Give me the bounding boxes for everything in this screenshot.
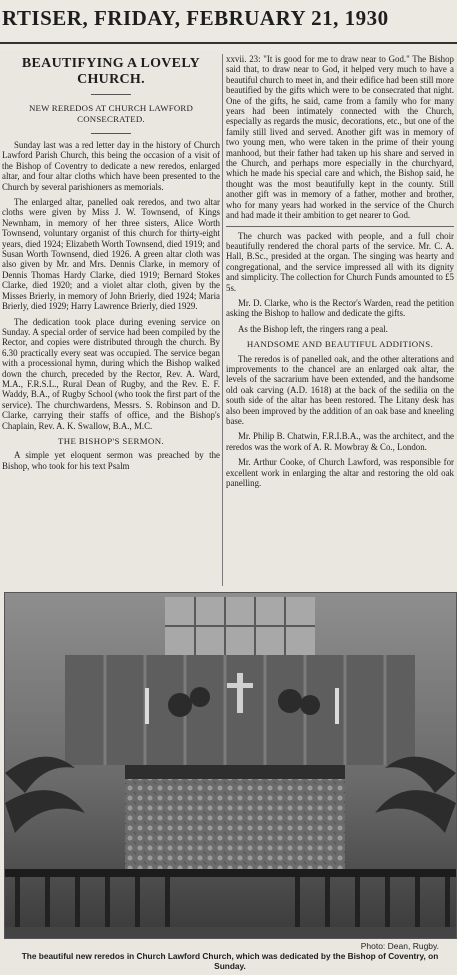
article-headline: BEAUTIFYING A LOVELY CHURCH.	[21, 56, 201, 87]
article-paragraph: The dedication took place during evening service on Sunday. A special order of service had been compiled by the Rector, and copies were distributed through the church. By 6.30 practically every seat was occupied. The service began with a processional hymn, during which the Bishop walked down the church, preceded by the Rector, Rev. A. Ward, M.A., F.R.S.L., Rural Dean of Rugby, and the Rev. E. F. Waddy, B.A., of Rugby School (who took the first part of the service). The churchwardens, Messrs. S. Robinson and D. Clarke, carrying their staffs of office, and the Bishop's Chaplain, Rev. A. K. Swallow, B.A., M.C.	[2, 316, 220, 431]
article-paragraph: xxvii. 23: "It is good for me to draw near to God." The Bishop said that, to draw near to God, it helped very much to have a beautiful church to meet in, and their edifice had been still more beautified by the gifts which were to be consecrated that night. One of the gifts, he said, came from a family who for many years had been intimately connected with the Church, especially as regards the music, decorations, etc., but one of the family still lived and served. Another gift was in memory of two young men, who were taken in the prime of their young manhood, but their father had taken up his share and served in the Church, and perhaps more especially in the churchyard, which he made his special care and which, the Bishop said, he thought was the most beautifully kept in the county. Still another gift was in memory of a father, mother and brother, who for many years had worked in the service of the Church and had made it their ambition to get nearer to God.	[226, 54, 454, 221]
article-paragraph: Mr. Arthur Cooke, of Church Lawford, was responsible for excellent work in enlarging the altar and restoring the old oak panelling.	[226, 457, 454, 489]
article-paragraph: The reredos is of panelled oak, and the other alterations and improvements to the chancel are an enlarged oak altar, the levels of the sacrarium have been extended, and the handsome old oak carving (A.D. 1618) at the back of the sedilia on the south side of the altar has been restored. The Litany desk has also been improved by the addition of an oak base and kneeling base.	[226, 353, 454, 426]
article-paragraph: Sunday last was a red letter day in the history of Church Lawford Parish Church, this being the occasion of a visit of the Bishop of Coventry to dedicate a new reredos, enlarged altar, and four altar cloths which have been presented to the Church by several parishioners as memorials.	[2, 140, 220, 192]
altar-frontal-cloth	[125, 779, 345, 869]
section-heading-sermon: THE BISHOP'S SERMON.	[57, 435, 165, 446]
newspaper-masthead	[0, 0, 457, 50]
masthead-rule	[0, 42, 457, 44]
article-paragraph: As the Bishop left, the ringers rang a peal.	[238, 323, 388, 334]
article-paragraph: Mr. D. Clarke, who is the Rector's Warden, read the petition asking the Bishop to hallow and dedicate the gifts.	[226, 297, 454, 319]
masthead-title: RTISER, FRIDAY, FEBRUARY 21, 1930	[2, 6, 389, 30]
paragraph-divider	[226, 226, 454, 227]
reredos-photograph	[4, 592, 457, 939]
column-divider	[222, 54, 223, 586]
photograph-illustration	[5, 593, 456, 938]
article-paragraph: The church was packed with people, and a full choir beautifully rendered the choral parts of the service. Mr. C. A. Hall, B.Sc., presided at the organ. The singing was hearty and congregational, and the service impressed all with its dignity and simplicity. The collection for Church Funds amounted to £5 5s.	[226, 230, 454, 293]
article-paragraph: A simple yet eloquent sermon was preached by the Bishop, who took for his text Psalm	[2, 450, 220, 471]
altar-rail	[5, 869, 456, 877]
headline-divider	[91, 94, 131, 95]
subheadline-divider	[91, 133, 131, 134]
section-heading-additions: HANDSOME AND BEAUTIFUL ADDITIONS.	[246, 339, 434, 350]
article-left-column	[2, 54, 220, 586]
article-right-column	[226, 54, 454, 586]
altar-top	[125, 765, 345, 779]
article-subheadline: NEW REREDOS AT CHURCH LAWFORD CONSECRATED.	[28, 103, 194, 124]
photo-credit: Photo: Dean, Rugby.	[360, 941, 439, 951]
altar-cross	[237, 673, 243, 713]
article-paragraph: Mr. Philip B. Chatwin, F.R.I.B.A., was the architect, and the reredos was the work of A. R. Mowbray & Co., London.	[226, 431, 454, 452]
article-paragraph: The enlarged altar, panelled oak reredos, and two altar cloths were given by Miss J. W. Townsend, of Kings Newnham, in memory of her three sisters, Alice Worth Townsend, voluntary organist of this church for thirty-eight years, died 1924; Elizabeth Worth Townsend, died 1919; and Susan Worth Townsend, died 1926. A green altar cloth was also given by Mr. and Mrs. Dennis Clarke, in memory of Dennis Thomas Hardy Clarke, died 1919; Bernard Stokes Clarke, died 1920; and a violet altar cloth, given by the Misses Brierly, in memory of John Brierly, died 1924; Maria Brierly, died 1929; Harry Lawrence Brierly, died 1929.	[2, 197, 220, 312]
photo-caption: The beautiful new reredos in Church Lawford Church, which was dedicated by the Bishop of Coventry, on Sunday.	[21, 951, 439, 971]
